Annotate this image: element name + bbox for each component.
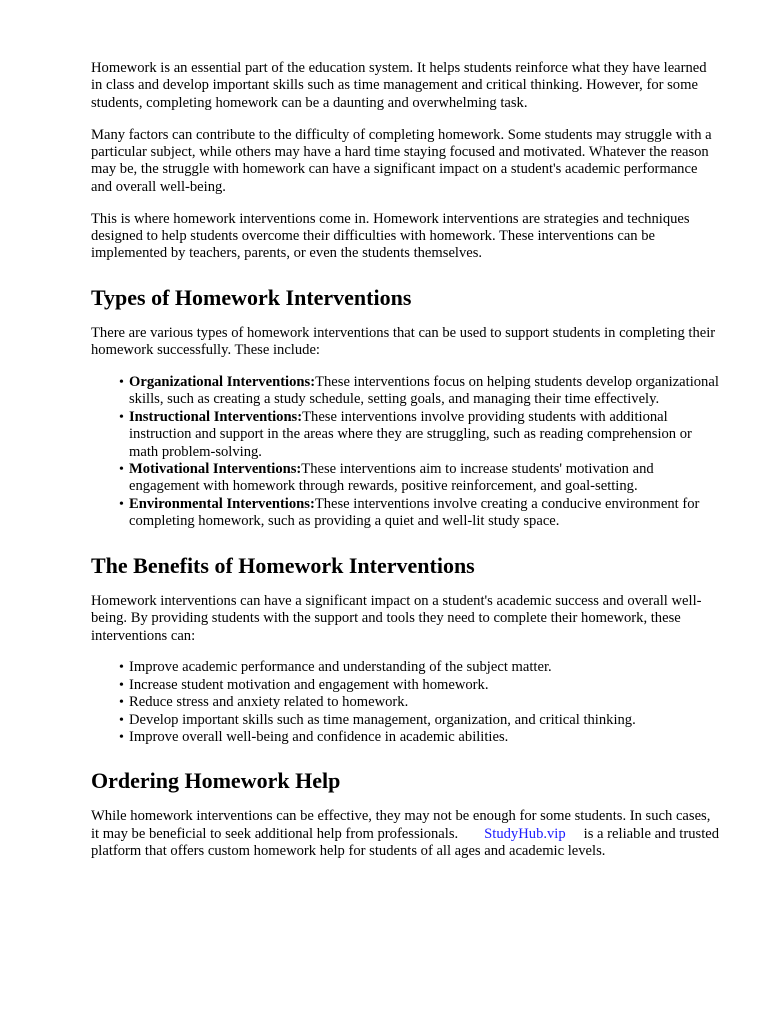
bullet-icon: • <box>119 496 124 512</box>
list-item-term: Environmental Interventions: <box>129 495 315 512</box>
bullet-icon: • <box>119 660 124 676</box>
bullet-icon: • <box>119 462 124 478</box>
ordering-text-after: is a reliable and trusted platform that offers custom homework help for students of all ages and academic levels. <box>91 825 720 860</box>
bullet-icon: • <box>119 375 124 391</box>
list-item-term: Motivational Interventions: <box>129 461 302 478</box>
bullet-icon: • <box>119 409 124 425</box>
list-item <box>119 408 721 461</box>
list-item-text: Improve academic performance and understanding of the subject matter. <box>129 659 552 676</box>
list-item-text: Reduce stress and anxiety related to homework. <box>129 694 409 711</box>
studyhub-link[interactable]: StudyHub.vip <box>484 825 566 842</box>
list-item <box>119 659 721 676</box>
types-heading: Types of Homework Interventions <box>91 284 412 310</box>
benefits-heading: The Benefits of Homework Interventions <box>91 552 475 578</box>
list-item <box>119 728 721 746</box>
list-item-text: These interventions focus on helping students develop organizational skills, such as creating a study schedule, setting goals, and managing their time effectively. <box>129 374 719 408</box>
bullet-icon: • <box>119 729 124 745</box>
types-list <box>91 374 721 531</box>
intro-paragraph-3: This is where homework interventions come in. Homework interventions are strategies and techniques designed to help students overcome their difficulties with homework. These interventions can be implemented by teachers, parents, or even the students themselves. <box>91 210 690 262</box>
list-item <box>119 694 721 711</box>
list-item-term: Instructional Interventions: <box>129 408 303 425</box>
list-item <box>119 374 721 409</box>
list-item-text: These interventions aim to increase students' motivation and engagement with homework through rewards, positive reinforcement, and goal-setting. <box>129 461 654 495</box>
list-item-term: Organizational Interventions: <box>129 374 316 391</box>
list-item-text: Improve overall well-being and confidence in academic abilities. <box>129 728 509 745</box>
ordering-heading: Ordering Homework Help <box>91 768 341 794</box>
document-page <box>91 60 721 875</box>
intro-paragraph-1: Homework is an essential part of the education system. It helps students reinforce what they have learned in class and develop important skills such as time management and critical thinking. However, for some students, completing homework can be a daunting and overwhelming task. <box>91 60 707 111</box>
bullet-icon: • <box>119 695 124 711</box>
list-item-text: These interventions involve creating a conducive environment for completing homework, such as providing a quiet and well-lit study space. <box>129 495 700 530</box>
intro-paragraph-2: Many factors can contribute to the difficulty of completing homework. Some students may struggle with a particular subject, while others may have a hard time staying focused and motivated. Whatever the reason may be, the struggle with homework can have a significant impact on a student's academic performance and overall well-being. <box>91 126 712 195</box>
list-item-text: Develop important skills such as time management, organization, and critical thinking. <box>129 711 636 728</box>
list-item-text: Increase student motivation and engagement with homework. <box>129 676 489 693</box>
bullet-icon: • <box>119 677 124 693</box>
types-intro: There are various types of homework interventions that can be used to support students in completing their homework successfully. These include: <box>91 324 716 359</box>
list-item <box>119 495 721 531</box>
bullet-icon: • <box>119 712 124 728</box>
list-item <box>119 461 721 496</box>
list-item <box>119 676 721 694</box>
ordering-text-before: While homework interventions can be effective, they may not be enough for some students. In such cases, it may be beneficial to seek additional help from professionals. <box>91 808 711 842</box>
list-item <box>119 711 721 729</box>
list-item-text: These interventions involve providing students with additional instruction and support in the areas where they are struggling, such as reading comprehension or math problem-solving. <box>129 408 692 460</box>
ordering-paragraph <box>91 808 721 860</box>
benefits-list <box>91 659 721 746</box>
benefits-intro: Homework interventions can have a significant impact on a student's academic success and overall well-being. By providing students with the support and tools they need to complete their homework, these interventions can: <box>91 592 702 644</box>
